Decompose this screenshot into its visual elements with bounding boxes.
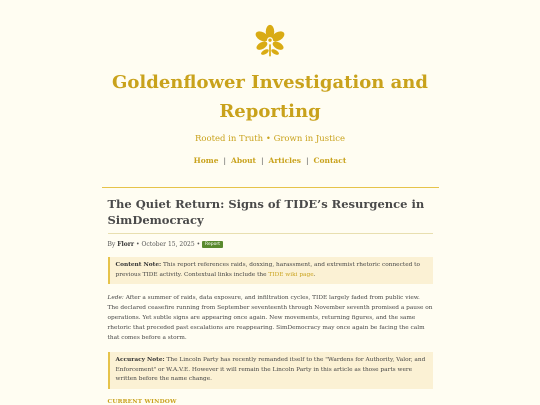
lede-text: After a summer of raids, data exposure, and infiltration cycles, TIDE largely faded from public view. The declared ceasefire running from September seventeenth through November seventh promised a pause on operations. Yet subtle signs are appearing once again. New movements, returning figures, and the same rhetoric that preceded past escalations are reappearing. SimDemocracy may once again be facing the calm that comes before a storm. xyxy=(107,295,433,341)
content-note-end: . xyxy=(313,271,316,278)
accuracy-note-text: The Lincoln Party has recently remanded itself to the "Wardens for Authority, Valor, and Enforcement" or W.A.V.E. However it will remain the Lincoln Party in this article as those parts were written before the name change. xyxy=(115,357,426,382)
lede-label: Lede: xyxy=(107,295,124,301)
nav-about[interactable]: About xyxy=(231,156,256,165)
site-title: Goldenflower Investigation and Reporting xyxy=(112,72,428,122)
nav-separator: | xyxy=(306,156,309,165)
article-lede xyxy=(108,293,433,343)
article-byline xyxy=(108,241,433,248)
nav-separator: | xyxy=(260,156,264,165)
main-nav xyxy=(0,156,540,165)
tide-wiki-link[interactable]: TIDE wiki page xyxy=(268,271,314,278)
golden-flower-icon xyxy=(253,24,287,58)
content-note xyxy=(108,257,433,284)
byline-prefix: By xyxy=(107,241,116,248)
report-badge: Report xyxy=(202,241,223,248)
nav-home[interactable]: Home xyxy=(193,156,219,165)
author-name[interactable]: Florr xyxy=(117,241,135,248)
article-date: • October 15, 2025 • xyxy=(136,241,201,248)
section-heading: CURRENT WINDOW xyxy=(107,398,177,405)
nav-separator: | xyxy=(223,156,226,165)
article-title: The Quiet Return: Signs of TIDE’s Resurgence in SimDemocracy xyxy=(108,196,433,234)
header-divider xyxy=(102,187,439,188)
article xyxy=(108,196,433,405)
content-note-label: Content Note: xyxy=(115,262,162,268)
nav-articles[interactable]: Articles xyxy=(268,156,302,165)
site-tagline: Rooted in Truth • Grown in Justice xyxy=(194,134,346,144)
site-header xyxy=(0,0,540,165)
nav-contact[interactable]: Contact xyxy=(313,156,347,165)
accuracy-note-label: Accuracy Note: xyxy=(115,357,165,363)
accuracy-note xyxy=(108,352,433,389)
content-note-text: This report references raids, doxxing, harassment, and extremist rhetoric connected to previous TIDE activity. Contextual links include the xyxy=(115,262,420,278)
